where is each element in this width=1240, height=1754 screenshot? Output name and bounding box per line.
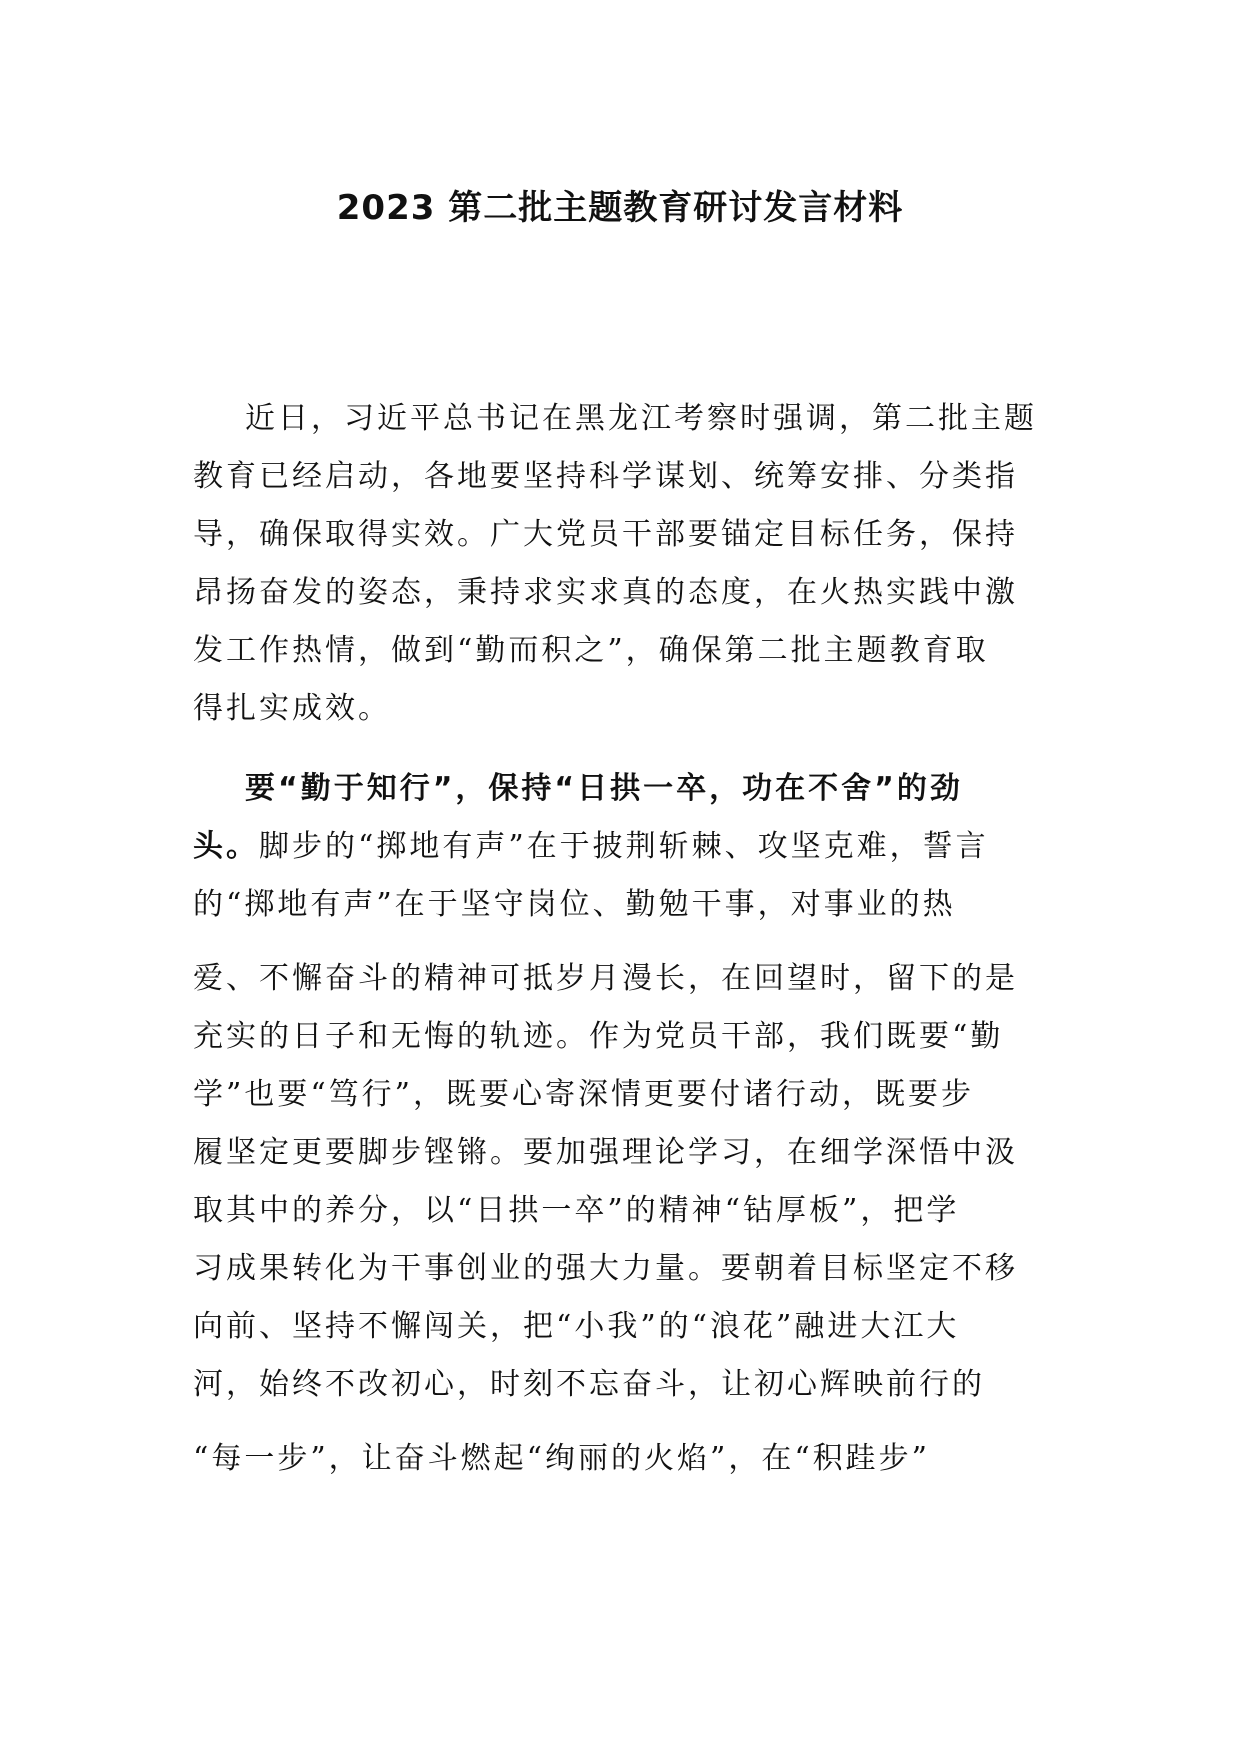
text-line: 的“掷地有声”在于坚守岗位、勤勉干事，对事业的热 (193, 887, 956, 922)
section-heading-end: 头。 (193, 829, 259, 864)
text-line: 向前、坚持不懈闯关，把“小我”的“浪花”融进大江大 (193, 1309, 960, 1344)
document-title: 2023 第二批主题教育研讨发言材料 (336, 188, 904, 228)
text-line: 河，始终不改初心，时刻不忘奋斗，让初心辉映前行的 (193, 1367, 985, 1402)
text-line: 昂扬奋发的姿态，秉持求实求真的态度，在火热实践中激 (193, 575, 1018, 610)
paragraph-qinyu-zhixing (193, 760, 1023, 1488)
text-line: 教育已经启动，各地要坚持科学谋划、统筹安排、分类指 (193, 459, 1018, 494)
text-line: 充实的日子和无悔的轨迹。作为党员干部，我们既要“勤 (193, 1019, 1004, 1054)
section-heading: 要“勤于知行”，保持“日拱一卒，功在不舍”的劲 (245, 771, 963, 806)
text-line: 学”也要“笃行”，既要心寄深情更要付诸行动，既要步 (193, 1077, 975, 1112)
text-line: 导，确保取得实效。广大党员干部要锚定目标任务，保持 (193, 517, 1018, 552)
text-line: 爱、不懈奋斗的精神可抵岁月漫长，在回望时，留下的是 (193, 961, 1018, 996)
text-line: 得扎实成效。 (193, 691, 391, 726)
paragraph-intro (193, 390, 1037, 738)
text-line: 习成果转化为干事创业的强大力量。要朝着目标坚定不移 (193, 1251, 1018, 1286)
text-line: 近日，习近平总书记在黑龙江考察时强调，第二批主题 (245, 401, 1037, 436)
text-line: 履坚定更要脚步铿锵。要加强理论学习，在细学深悟中汲 (193, 1135, 1018, 1170)
line-gap (193, 934, 1023, 950)
line-gap (193, 1414, 1023, 1430)
text-line: 发工作热情，做到“勤而积之”，确保第二批主题教育取 (193, 633, 989, 668)
text-line: “每一步”，让奋斗燃起“绚丽的火焰”，在“积跬步” (193, 1441, 931, 1476)
text-line (193, 818, 1023, 876)
text-line-rest: 脚步的“掷地有声”在于披荆斩棘、攻坚克难，誓言 (259, 829, 989, 864)
text-line: 取其中的养分，以“日拱一卒”的精神“钻厚板”，把学 (193, 1193, 960, 1228)
